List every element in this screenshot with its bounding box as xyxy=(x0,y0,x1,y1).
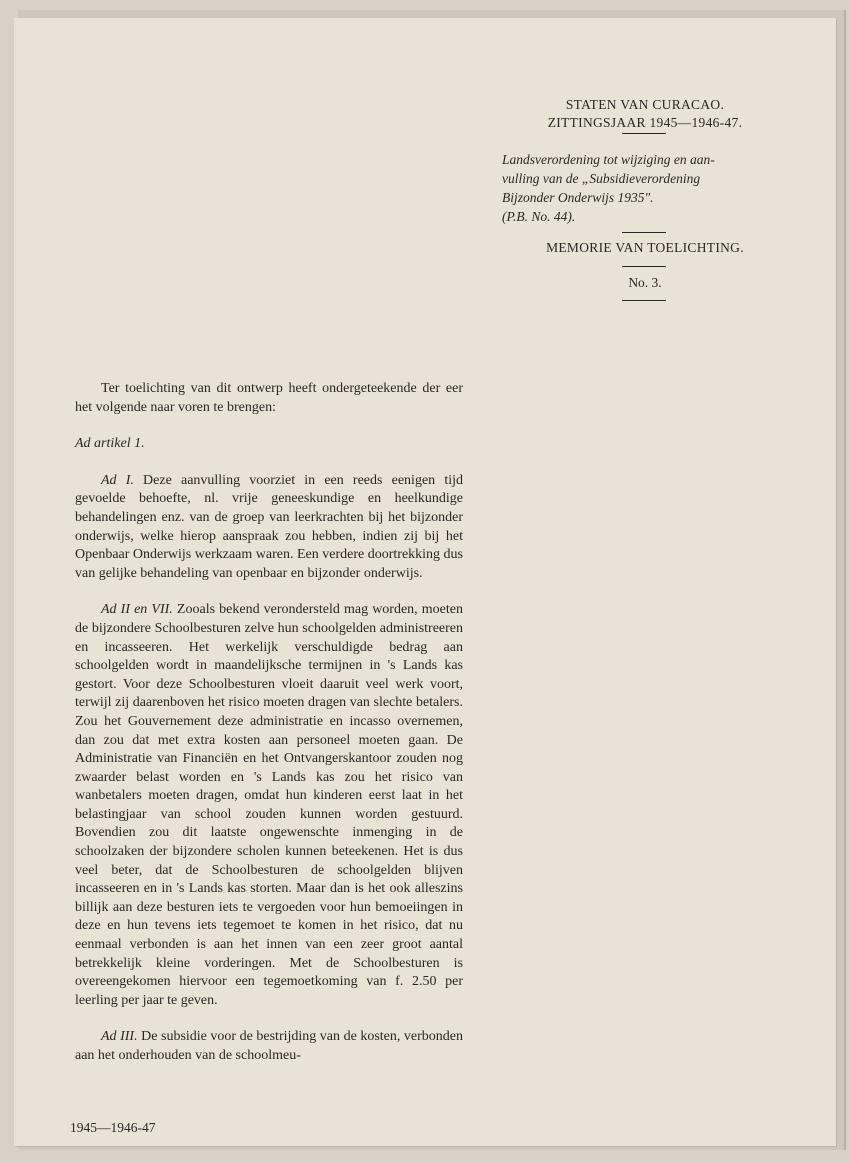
paragraph-label: Ad II en VII. xyxy=(101,602,173,618)
paragraph-ad-ii-vii xyxy=(75,601,463,1010)
paragraph-label: Ad III. xyxy=(101,1029,138,1045)
memorie-title: MEMORIE VAN TOELICHTING. xyxy=(546,240,744,255)
divider-rule xyxy=(622,266,666,267)
intro-paragraph: Ter toelichting van dit ontwerp heeft ondergeteekende der eer het volgende naar voren te brengen: xyxy=(75,381,463,415)
header-session: ZITTINGSJAAR 1945—1946-47. xyxy=(547,115,743,130)
paragraph-ad-i xyxy=(75,472,463,584)
divider-rule xyxy=(622,133,666,134)
page-footer: 1945—1946-47 xyxy=(70,1120,156,1135)
subject-line: (P.B. No. 44). xyxy=(502,209,576,224)
document-header xyxy=(500,96,790,132)
section-heading: Ad artikel 1. xyxy=(75,436,145,452)
header-title: STATEN VAN CURACAO. xyxy=(565,97,725,112)
paragraph-label: Ad I. xyxy=(101,472,134,488)
document-number: No. 3. xyxy=(628,275,662,290)
paragraph-text: De subsidie voor de bestrijding van de kosten, verbonden aan het onderhouden van de schoolmeu- xyxy=(75,1029,464,1063)
divider-rule xyxy=(622,300,666,301)
paragraph-text: Deze aanvulling voorziet in een reeds eenigen tijd gevoelde behoefte, nl. vrije geneeskundige en heelkundige behandelingen enz. van de groep van leerkrachten bij het bijzonder onderwijs, welke hierop aanspraak zou hebben, indien zij bij het Openbaar Onderwijs werkzaam waren. Een verdere doortrekking dus van gelijke behandeling van openbaar en bijzonder onderwijs. xyxy=(75,472,463,581)
subject-line: vulling van de „Subsidieverordening xyxy=(502,171,701,186)
divider-rule xyxy=(622,232,666,233)
paragraph-text: Zooals bekend verondersteld mag worden, moeten de bijzondere Schoolbesturen zelve hun schoolgelden administreeren en incasseeren. Het werkelijk verschuldigde bedrag aan schoolgelden wordt in maandelijksche termijnen in 's Lands kas gestort. Voor deze Schoolbesturen vloeit daaruit veel werk voort, terwijl zij daarenboven het risico moeten dragen van slechte betalers. Zou het Gouvernement deze administratie en incasso overnemen, dan zou dat met extra kosten aan personeel moeten gaan. De Administratie van Financiën en het Ontvangerskantoor zouden nog zwaarder belast worden en 's Lands kas zou het risico van wanbetalers moeten dragen, omdat hun kinderen eerst laat in het belastingjaar van school zouden kunnen worden gestuurd. Bovendien zou dit laatste ongewenschte inmenging in de schoolzaken der bijzondere scholen kunnen beteekenen. Het is dus veel beter, dat de Schoolbesturen de schoolgelden blijven incasseeren en in 's Lands kas storten. Maar dan is het ook alleszins billijk aan deze besturen iets te vergoeden voor hun bemoeiingen in deze en hun tevens iets tegemoet te komen in het risico, dat nu eenmaal verbonden is aan het innen van een zeer groot aantal betrekkelijk kleine vorderingen. Met de Schoolbesturen is overeengekomen hiervoor een tegemoetkoming van f. 2.50 per leerling per jaar te geven. xyxy=(75,602,464,1008)
memorandum-body xyxy=(75,380,463,1066)
paragraph-ad-iii xyxy=(75,1028,463,1065)
subject-line: Bijzonder Onderwijs 1935". xyxy=(502,190,654,205)
subject-line: Landsverordening tot wijziging en aan- xyxy=(502,152,715,167)
document-subject xyxy=(502,150,788,226)
